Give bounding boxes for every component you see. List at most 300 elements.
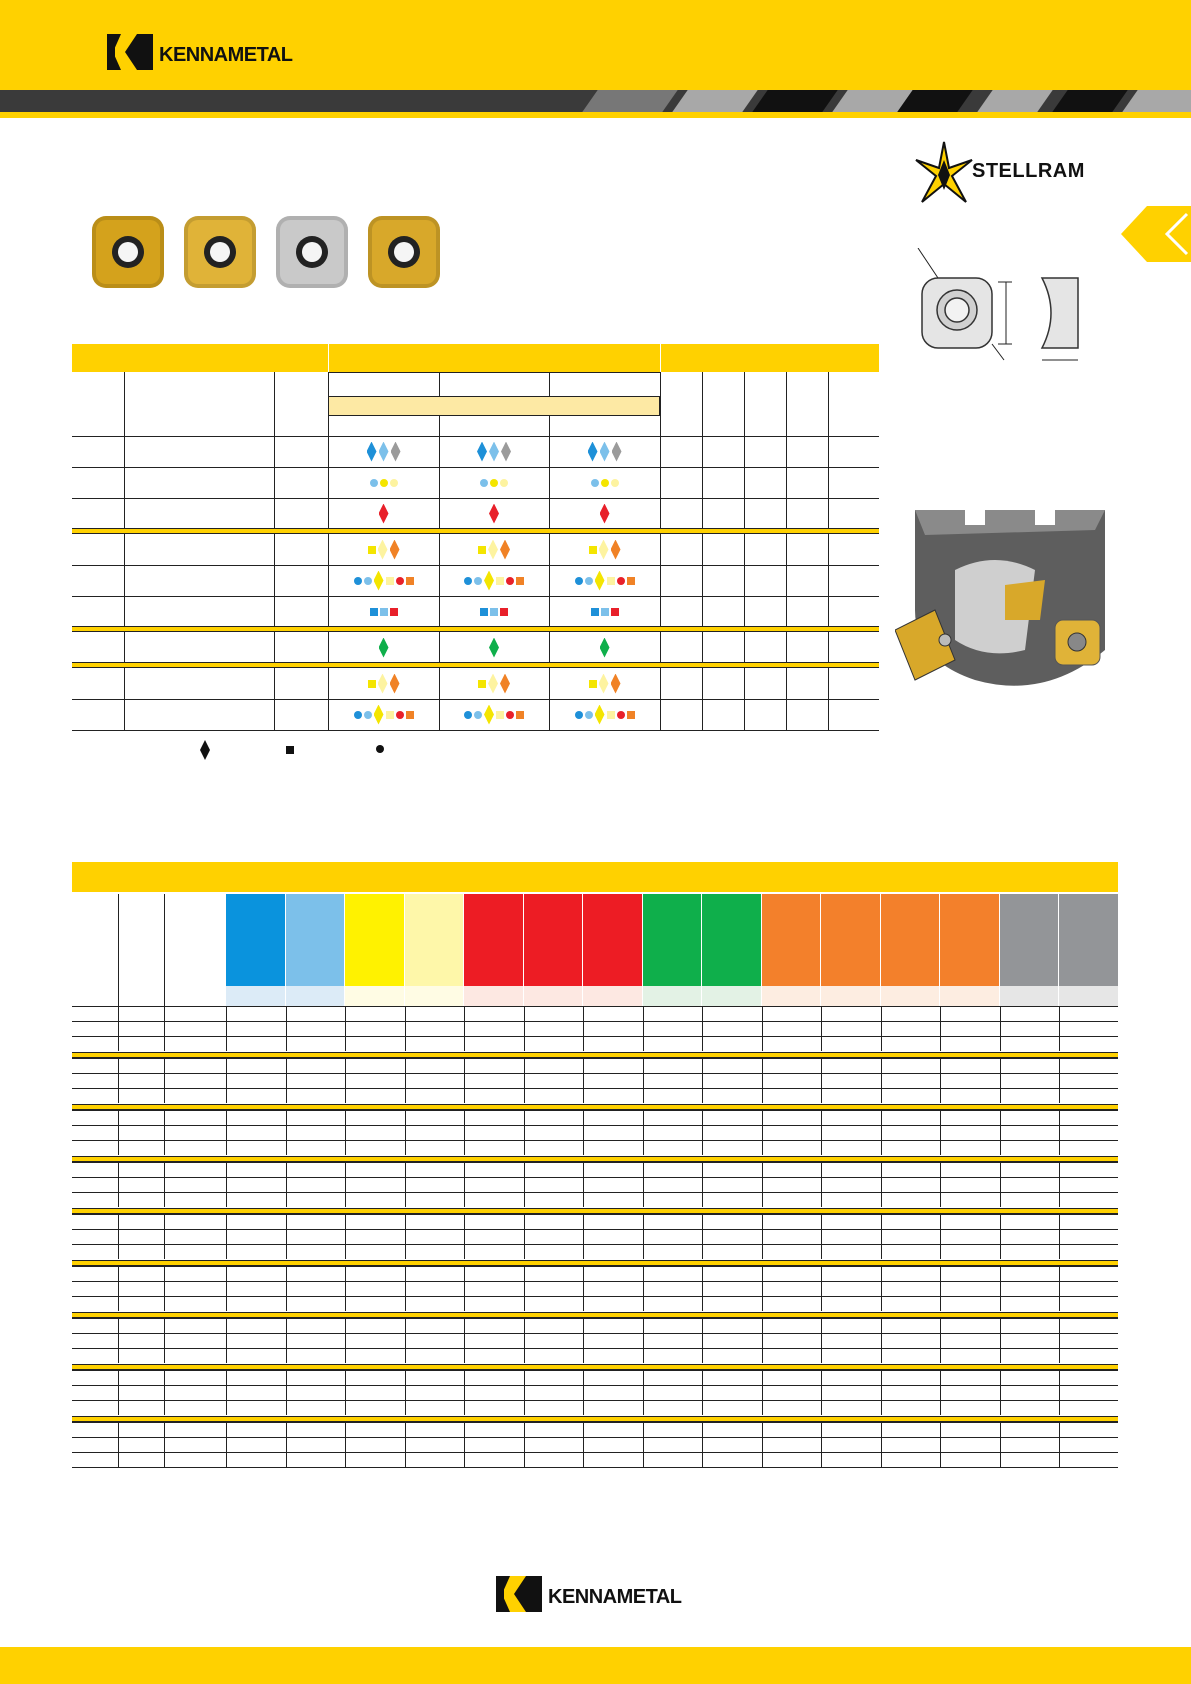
table2-col-line	[118, 1266, 119, 1281]
dot-icon	[601, 479, 609, 487]
material-color-block	[226, 894, 285, 986]
table1-col-line	[828, 668, 829, 699]
table2-col-line	[583, 1073, 584, 1088]
table2-col-line	[881, 1177, 882, 1192]
square-icon	[607, 711, 615, 719]
diamond-icon	[484, 705, 494, 725]
diamond-icon	[600, 442, 610, 462]
table2-col-line	[583, 1318, 584, 1333]
table2-col-line	[118, 1229, 119, 1244]
material-color-block	[940, 894, 999, 986]
table2-col-line	[405, 1296, 406, 1311]
table2-col-line	[940, 1088, 941, 1103]
table2-col-line	[1000, 1140, 1001, 1155]
table2-rule	[72, 1437, 1118, 1438]
table2-col-line	[464, 1437, 465, 1452]
table1-col-line	[828, 467, 829, 498]
table2-rule	[72, 1452, 1118, 1453]
table1-col-line	[124, 699, 125, 730]
table1-col-line	[828, 565, 829, 596]
table2-col-line	[286, 1073, 287, 1088]
table2-col-line	[405, 1333, 406, 1348]
table2-col-line	[524, 1192, 525, 1207]
table2-col-line	[1059, 1370, 1060, 1385]
table2-col-line	[226, 1422, 227, 1437]
table2-col-line	[583, 1036, 584, 1051]
table2-col-line	[1000, 1281, 1001, 1296]
table2-col-line	[118, 1437, 119, 1452]
table2-col-line	[1059, 1452, 1060, 1467]
table2-col-line	[1059, 1140, 1060, 1155]
table2-col-line	[1059, 1348, 1060, 1363]
square-icon	[500, 608, 508, 616]
table2-col-line	[702, 1400, 703, 1415]
table2-col-line	[940, 1452, 941, 1467]
diamond-icon	[484, 571, 494, 591]
table2-col-line	[702, 1296, 703, 1311]
table2-col-line	[524, 1073, 525, 1088]
table1-col-line	[660, 596, 661, 627]
square-icon	[370, 608, 378, 616]
grade-symbol-cell	[549, 596, 660, 627]
table2-col-line	[405, 1370, 406, 1385]
table2-col-line	[405, 1073, 406, 1088]
table2-col-line	[524, 1370, 525, 1385]
table2-col-line	[583, 1296, 584, 1311]
table2-col-line	[940, 1125, 941, 1140]
table2-col-line	[940, 1073, 941, 1088]
table2-col-line	[286, 1281, 287, 1296]
table2-col-line	[524, 1177, 525, 1192]
table2-col-line	[821, 1333, 822, 1348]
table2-col-line	[164, 1437, 165, 1452]
table2-col-line	[226, 1400, 227, 1415]
diamond-icon	[379, 638, 389, 658]
table2-col-line	[524, 1036, 525, 1051]
material-tint-block	[821, 986, 880, 1006]
material-tint-block	[226, 986, 285, 1006]
kennametal-k-icon	[107, 34, 153, 70]
table2-col-line	[345, 1006, 346, 1021]
table2-col-line	[118, 1385, 119, 1400]
table2-col-line	[643, 1177, 644, 1192]
table2-col-line	[821, 1318, 822, 1333]
table2-col-line	[345, 1110, 346, 1125]
table2-col-line	[118, 1452, 119, 1467]
diamond-icon	[612, 442, 622, 462]
table2-col-line	[881, 1192, 882, 1207]
diamond-icon	[595, 571, 605, 591]
table2-col-line	[821, 1006, 822, 1021]
table1-col-line	[124, 498, 125, 529]
table2-col-line	[1000, 1229, 1001, 1244]
table1-col-line	[828, 436, 829, 467]
table2-col-line	[405, 1140, 406, 1155]
table2-col-line	[286, 1296, 287, 1311]
table2-col-line	[118, 1296, 119, 1311]
table2-col-line	[762, 1452, 763, 1467]
square-icon	[516, 577, 524, 585]
table2-col-line	[940, 1400, 941, 1415]
table2-col-line	[762, 1422, 763, 1437]
table2-col-line	[940, 1437, 941, 1452]
insert-hole-inner	[118, 242, 138, 262]
milling-cutter-image	[895, 490, 1125, 710]
table2-col-line	[702, 1452, 703, 1467]
table2-col-line	[940, 1021, 941, 1036]
table1-col-line	[744, 596, 745, 627]
table2-col-line	[821, 1437, 822, 1452]
table1-col-line	[439, 372, 440, 396]
table2-rule	[72, 1244, 1118, 1245]
table1-col-line	[744, 632, 745, 663]
table2-col-line	[164, 1281, 165, 1296]
square-icon	[368, 680, 376, 688]
table2-col-line	[643, 1162, 644, 1177]
dot-icon	[575, 711, 583, 719]
table2-col-line	[940, 1296, 941, 1311]
table1-header-band	[72, 344, 879, 372]
material-tint-block	[345, 986, 404, 1006]
dot-icon	[585, 577, 593, 585]
legend-diamond-icon	[200, 740, 210, 760]
table2-rule	[72, 1177, 1118, 1178]
grade-symbol-cell	[328, 565, 439, 596]
table2-col-line	[643, 1385, 644, 1400]
material-color-block	[405, 894, 464, 986]
table2-col-line	[286, 1214, 287, 1229]
grade-symbol-cell	[439, 699, 549, 730]
grade-symbol-cell	[439, 467, 549, 498]
table2-col-line	[643, 1266, 644, 1281]
table2-col-line	[286, 1021, 287, 1036]
table2-col-line	[405, 1192, 406, 1207]
diamond-icon	[500, 540, 510, 560]
table1-col-line	[660, 668, 661, 699]
table2-col-line	[1000, 1192, 1001, 1207]
table2-col-line	[762, 1281, 763, 1296]
table1-col-line	[124, 565, 125, 596]
table2-col-line	[286, 1385, 287, 1400]
table2-col-line	[643, 1214, 644, 1229]
dot-icon	[490, 479, 498, 487]
table2-col-line	[643, 1296, 644, 1311]
table2-col-line	[643, 1437, 644, 1452]
table2-col-line	[405, 1162, 406, 1177]
logo-wordmark: KENNAMETAL	[159, 44, 293, 66]
table2-col-line	[762, 1229, 763, 1244]
table1-col-line	[828, 596, 829, 627]
table1-col-line	[549, 416, 550, 436]
square-icon	[589, 680, 597, 688]
diamond-icon	[390, 540, 400, 560]
table2-col-line	[1059, 1058, 1060, 1073]
table2-col-line	[1000, 1318, 1001, 1333]
table2-col-line	[583, 1244, 584, 1259]
insert-hole-inner	[394, 242, 414, 262]
table2-col-line	[702, 1140, 703, 1155]
table2-col-line	[524, 1229, 525, 1244]
grade-symbol-cell	[439, 436, 549, 467]
table2-rule	[72, 1281, 1118, 1282]
diamond-icon	[489, 504, 499, 524]
table2-col-line	[345, 1229, 346, 1244]
square-icon	[406, 577, 414, 585]
table1-col-line	[786, 498, 787, 529]
table2-col-line	[940, 1422, 941, 1437]
table2-col-line	[1059, 1036, 1060, 1051]
table1-col-line	[702, 632, 703, 663]
table2-col-line	[524, 1296, 525, 1311]
table2-col-line	[226, 1348, 227, 1363]
table2-col-line	[464, 1296, 465, 1311]
table2-col-line	[1059, 1088, 1060, 1103]
table2-col-line	[118, 1192, 119, 1207]
insert-hole	[296, 236, 328, 268]
square-icon	[380, 608, 388, 616]
table2-rule	[72, 1266, 1118, 1267]
stellram-logo	[914, 140, 1114, 210]
square-icon	[496, 577, 504, 585]
kennametal-logo	[107, 34, 307, 74]
table2-col-line	[821, 1214, 822, 1229]
table1-col-line	[744, 498, 745, 529]
dot-icon	[464, 711, 472, 719]
table2-col-line	[643, 1452, 644, 1467]
table2-col-line	[405, 1266, 406, 1281]
table2-col-line	[226, 1073, 227, 1088]
grade-symbol-cell	[328, 436, 439, 467]
table2-col-line	[583, 1110, 584, 1125]
header-stripe	[0, 90, 1191, 112]
table2-col-line	[583, 1177, 584, 1192]
material-color-block	[286, 894, 345, 986]
table1-col-line	[274, 596, 275, 627]
table2-col-line	[286, 1036, 287, 1051]
table2-col-line	[881, 1125, 882, 1140]
table2-col-line	[286, 1348, 287, 1363]
table2-col-line	[643, 1333, 644, 1348]
table1-rule	[72, 730, 879, 731]
insert-hole	[204, 236, 236, 268]
table2-col-line	[345, 1036, 346, 1051]
table2-col-line	[524, 1088, 525, 1103]
table2-col-line	[524, 1452, 525, 1467]
table2-col-line	[881, 1452, 882, 1467]
footer-band	[0, 1647, 1191, 1684]
table2-col-line	[881, 1021, 882, 1036]
table2-col-line	[164, 1177, 165, 1192]
grade-symbol-cell	[549, 534, 660, 565]
table2-col-line	[881, 1244, 882, 1259]
table2-col-line	[702, 1333, 703, 1348]
table2-col-line	[118, 1162, 119, 1177]
table1-col-line	[702, 372, 703, 436]
table1-col-line	[786, 372, 787, 436]
diamond-icon	[378, 540, 388, 560]
table2-col-line	[821, 1296, 822, 1311]
table1-col-line	[549, 372, 550, 396]
grade-symbol-cell	[328, 498, 439, 529]
table2-rule	[72, 1140, 1118, 1141]
grade-symbol-cell	[439, 596, 549, 627]
table2-col-line	[643, 1229, 644, 1244]
table2-col-line	[286, 1266, 287, 1281]
table1-col-line	[744, 565, 745, 596]
table2-col-line	[345, 1162, 346, 1177]
table2-col-line	[881, 1266, 882, 1281]
table2-col-line	[702, 1318, 703, 1333]
table2-col-line	[762, 1088, 763, 1103]
table1-col-line	[124, 467, 125, 498]
table2-col-line	[643, 1006, 644, 1021]
square-icon	[478, 680, 486, 688]
table2-col-line	[405, 1088, 406, 1103]
square-icon	[611, 608, 619, 616]
table2-col-line	[524, 1422, 525, 1437]
table2-col-line	[583, 1192, 584, 1207]
table2-col-line	[226, 1058, 227, 1073]
table2-col-line	[164, 1348, 165, 1363]
diamond-icon	[489, 638, 499, 658]
table1-col-line	[702, 467, 703, 498]
table1-col-line	[828, 699, 829, 730]
table2-col-line	[583, 1333, 584, 1348]
dot-icon	[354, 711, 362, 719]
material-color-block	[643, 894, 702, 986]
table2-col-line	[164, 1125, 165, 1140]
table2-col-line	[1000, 1333, 1001, 1348]
table2-col-line	[762, 1296, 763, 1311]
table2-col-line	[118, 1006, 119, 1021]
table2-rule	[72, 1036, 1118, 1037]
table2-col-line	[1000, 1452, 1001, 1467]
table2-col-line	[164, 1088, 165, 1103]
table2-col-line	[345, 1333, 346, 1348]
table2-col-line	[821, 1370, 822, 1385]
table2-col-line	[821, 1385, 822, 1400]
table2-col-line	[118, 1318, 119, 1333]
diamond-icon	[378, 674, 388, 694]
table2-col-line	[164, 1370, 165, 1385]
table2-col-line	[583, 1214, 584, 1229]
table2-col-line	[940, 1318, 941, 1333]
insert-hole-inner	[210, 242, 230, 262]
table2-col-line	[762, 1177, 763, 1192]
legend-dot-icon	[376, 745, 384, 753]
table2-col-line	[881, 1036, 882, 1051]
table2-col-line	[762, 1244, 763, 1259]
table1-header-divider	[660, 344, 661, 372]
table2-col-line	[1000, 1370, 1001, 1385]
table1-col-line	[274, 565, 275, 596]
table2-col-line	[226, 1244, 227, 1259]
table2-col-line	[226, 1214, 227, 1229]
table2-col-line	[345, 1370, 346, 1385]
table2-col-line	[464, 1214, 465, 1229]
material-tint-block	[881, 986, 940, 1006]
table2-col-line	[583, 1348, 584, 1363]
square-icon	[406, 711, 414, 719]
table1-col-line	[660, 632, 661, 663]
table2-col-line	[1059, 1385, 1060, 1400]
cutting-data-table	[72, 862, 1118, 1472]
table2-col-line	[643, 1110, 644, 1125]
header-accent-line	[0, 112, 1191, 118]
table2-rule	[72, 1385, 1118, 1386]
insert-hole-inner	[302, 242, 322, 262]
table2-col-line	[1000, 1422, 1001, 1437]
table2-col-line	[702, 1058, 703, 1073]
square-icon	[591, 608, 599, 616]
table2-col-line	[286, 1192, 287, 1207]
table2-col-line	[762, 1400, 763, 1415]
material-tint-block	[940, 986, 999, 1006]
table2-col-line	[583, 1140, 584, 1155]
table2-col-line	[345, 1088, 346, 1103]
material-tint-block	[524, 986, 583, 1006]
table2-col-line	[583, 1385, 584, 1400]
table2-col-line	[1000, 1437, 1001, 1452]
table2-col-line	[464, 1058, 465, 1073]
table2-col-line	[118, 1281, 119, 1296]
diamond-icon	[611, 540, 621, 560]
table2-rule	[72, 1021, 1118, 1022]
table2-col-line	[405, 1006, 406, 1021]
table1-col-line	[274, 498, 275, 529]
table2-col-line	[1059, 1229, 1060, 1244]
table2-col-line	[286, 1370, 287, 1385]
table2-col-line	[1059, 1162, 1060, 1177]
table2-col-line	[286, 1162, 287, 1177]
table1-col-line	[124, 436, 125, 467]
table2-rule	[72, 1422, 1118, 1423]
table2-col-line	[702, 1244, 703, 1259]
table2-col-line	[821, 1162, 822, 1177]
table2-col-line	[643, 1400, 644, 1415]
table2-col-line	[1000, 1400, 1001, 1415]
table2-col-line	[118, 1177, 119, 1192]
table2-rule	[72, 1073, 1118, 1074]
table2-col-line	[286, 1318, 287, 1333]
table2-col-line	[762, 1192, 763, 1207]
table2-col-line	[226, 1036, 227, 1051]
diamond-icon	[374, 705, 384, 725]
table2-col-line	[164, 1296, 165, 1311]
table2-col-line	[940, 1110, 941, 1125]
table2-col-line	[702, 1385, 703, 1400]
table2-col-line	[881, 1162, 882, 1177]
material-color-block	[762, 894, 821, 986]
table2-col-line	[286, 1333, 287, 1348]
table2-col-line	[1059, 1318, 1060, 1333]
table2-col-line	[1000, 1125, 1001, 1140]
insert-dimension-drawing	[912, 248, 1102, 368]
table1-col-line	[124, 534, 125, 565]
table2-col-line	[881, 1296, 882, 1311]
table2-col-line	[345, 1385, 346, 1400]
material-color-block	[345, 894, 404, 986]
table2-col-line	[1000, 1214, 1001, 1229]
table2-col-line	[762, 1110, 763, 1125]
table2-col-line	[583, 1125, 584, 1140]
material-color-block	[1059, 894, 1118, 986]
table2-col-line	[118, 894, 119, 1006]
table2-col-line	[583, 1422, 584, 1437]
table2-col-line	[464, 1244, 465, 1259]
table2-col-line	[164, 1073, 165, 1088]
table2-col-line	[643, 1192, 644, 1207]
